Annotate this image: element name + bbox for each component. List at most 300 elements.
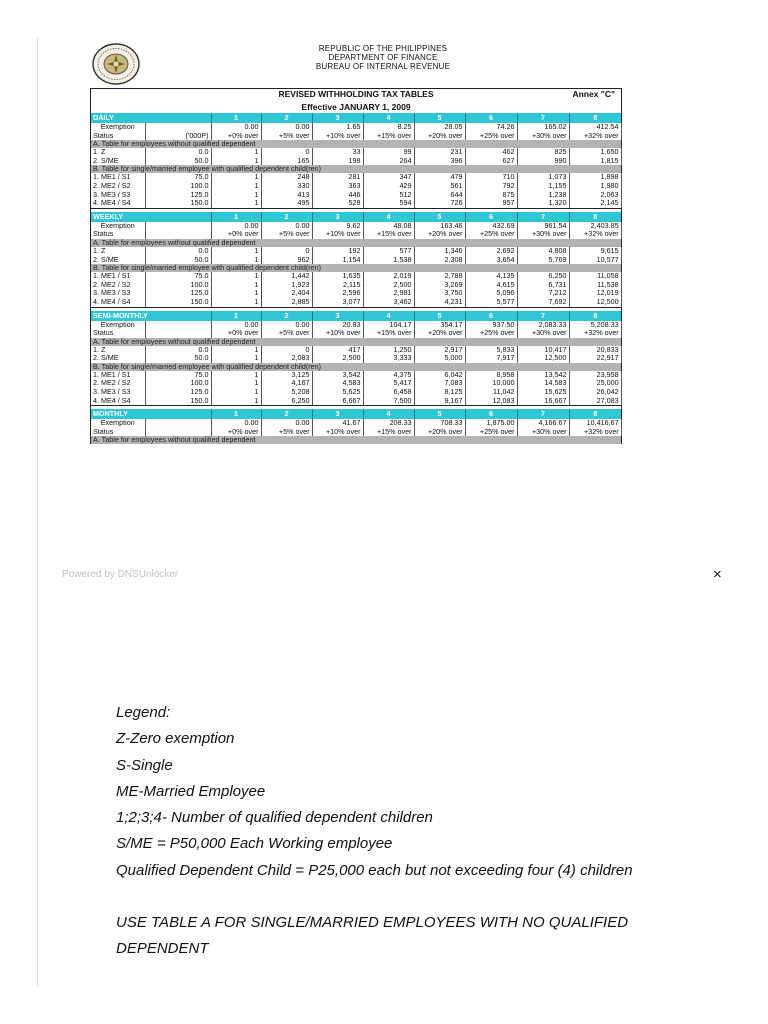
row-value: 0 bbox=[261, 247, 312, 256]
section-b-label: B. Table for single/married employee with qualified dependent child(ren) bbox=[91, 363, 621, 371]
period-tables bbox=[91, 113, 621, 444]
row-value: 1 bbox=[211, 346, 261, 355]
row-value: 1,650 bbox=[569, 148, 621, 157]
row-value: 4,231 bbox=[414, 298, 465, 307]
page-left-rule bbox=[37, 38, 38, 986]
row-value: 8,958 bbox=[465, 371, 517, 380]
status-value: +5% over bbox=[261, 132, 312, 141]
legend-line: ME-Married Employee bbox=[116, 782, 266, 800]
row-amount: 0.0 bbox=[145, 247, 211, 256]
section-b-header bbox=[91, 264, 621, 272]
bracket-number: 7 bbox=[517, 212, 569, 222]
row-value: 10,577 bbox=[569, 256, 621, 265]
status-value: +32% over bbox=[569, 428, 621, 437]
row-value: 990 bbox=[517, 157, 569, 166]
exemption-row bbox=[91, 222, 621, 231]
row-value: 26,042 bbox=[569, 388, 621, 397]
section-a-header bbox=[91, 436, 621, 444]
row-value: 6,667 bbox=[312, 397, 363, 406]
section-a-label: A. Table for employees without qualified dependent bbox=[91, 338, 621, 346]
exemption-value: 1,875.00 bbox=[465, 419, 517, 428]
row-value: 1,238 bbox=[517, 191, 569, 200]
row-amount: 50.0 bbox=[145, 354, 211, 363]
table-row bbox=[91, 354, 621, 363]
bracket-number: 5 bbox=[414, 311, 465, 321]
row-value: 99 bbox=[363, 148, 414, 157]
table-row bbox=[91, 256, 621, 265]
table-row bbox=[91, 272, 621, 281]
bracket-number: 7 bbox=[517, 409, 569, 419]
row-value: 2,917 bbox=[414, 346, 465, 355]
table-row bbox=[91, 191, 621, 200]
row-value: 347 bbox=[363, 173, 414, 182]
row-value: 2,063 bbox=[569, 191, 621, 200]
row-amount: 0.0 bbox=[145, 346, 211, 355]
row-label: 3. ME3 / S3 bbox=[91, 191, 145, 200]
bracket-number: 1 bbox=[211, 212, 261, 222]
row-value: 417 bbox=[312, 346, 363, 355]
legend-note-line: DEPENDENT bbox=[116, 940, 209, 958]
row-value: 2,308 bbox=[414, 256, 465, 265]
table-row bbox=[91, 388, 621, 397]
exemption-value: 28.05 bbox=[414, 123, 465, 132]
row-label: 2. S/ME bbox=[91, 256, 145, 265]
row-value: 528 bbox=[312, 199, 363, 208]
status-label: Status bbox=[91, 428, 145, 437]
table-row bbox=[91, 148, 621, 157]
bracket-number: 3 bbox=[312, 212, 363, 222]
exemption-label: Exemption bbox=[91, 419, 145, 428]
row-value: 495 bbox=[261, 199, 312, 208]
row-value: 1,250 bbox=[363, 346, 414, 355]
status-value: +15% over bbox=[363, 230, 414, 239]
legend-line: Legend: bbox=[116, 704, 171, 721]
row-value: 7,692 bbox=[517, 298, 569, 307]
status-value: +10% over bbox=[312, 329, 363, 338]
period-table bbox=[91, 208, 622, 307]
status-value: +10% over bbox=[312, 132, 363, 141]
status-label: Status bbox=[91, 132, 145, 141]
row-value: 4,167 bbox=[261, 379, 312, 388]
table-row bbox=[91, 379, 621, 388]
row-value: 627 bbox=[465, 157, 517, 166]
status-value: +5% over bbox=[261, 329, 312, 338]
row-value: 1,073 bbox=[517, 173, 569, 182]
row-value: 11,042 bbox=[465, 388, 517, 397]
row-value: 3,750 bbox=[414, 289, 465, 298]
row-value: 446 bbox=[312, 191, 363, 200]
row-value: 2,115 bbox=[312, 281, 363, 290]
row-value: 25,000 bbox=[569, 379, 621, 388]
exemption-label: Exemption bbox=[91, 123, 145, 132]
section-b-header bbox=[91, 165, 621, 173]
exemption-value: 10,416.67 bbox=[569, 419, 621, 428]
exemption-value: 2,083.33 bbox=[517, 321, 569, 330]
close-icon[interactable]: × bbox=[713, 566, 722, 583]
status-value: +5% over bbox=[261, 428, 312, 437]
row-value: 9,615 bbox=[569, 247, 621, 256]
row-value: 15,625 bbox=[517, 388, 569, 397]
row-value: 7,083 bbox=[414, 379, 465, 388]
legend-line: Qualified Dependent Child = P25,000 each but not exceeding four (4) children bbox=[116, 861, 633, 879]
table-row bbox=[91, 346, 621, 355]
legend-section bbox=[116, 700, 716, 963]
row-value: 5,769 bbox=[517, 256, 569, 265]
row-value: 1 bbox=[211, 157, 261, 166]
row-value: 792 bbox=[465, 182, 517, 191]
row-value: 1 bbox=[211, 298, 261, 307]
table-row bbox=[91, 298, 621, 307]
bracket-number: 7 bbox=[517, 311, 569, 321]
row-value: 1,442 bbox=[261, 272, 312, 281]
status-unit bbox=[145, 329, 211, 338]
row-amount: 0.0 bbox=[145, 148, 211, 157]
bracket-number: 3 bbox=[312, 311, 363, 321]
tax-table-document-image bbox=[88, 38, 622, 565]
table-row bbox=[91, 182, 621, 191]
status-row bbox=[91, 329, 621, 338]
row-value: 5,000 bbox=[414, 354, 465, 363]
bracket-number: 6 bbox=[465, 409, 517, 419]
row-label: 4. ME4 / S4 bbox=[91, 199, 145, 208]
row-amount: 75.0 bbox=[145, 371, 211, 380]
table-row bbox=[91, 281, 621, 290]
row-value: 10,000 bbox=[465, 379, 517, 388]
bracket-number: 6 bbox=[465, 212, 517, 222]
status-row bbox=[91, 132, 621, 141]
bracket-number: 3 bbox=[312, 113, 363, 123]
exemption-value: 20.83 bbox=[312, 321, 363, 330]
row-value: 577 bbox=[363, 247, 414, 256]
row-amount: 125.0 bbox=[145, 289, 211, 298]
row-label: 2. ME2 / S2 bbox=[91, 182, 145, 191]
bracket-number: 3 bbox=[312, 409, 363, 419]
row-value: 7,500 bbox=[363, 397, 414, 406]
exemption-value: 0.00 bbox=[261, 321, 312, 330]
row-value: 875 bbox=[465, 191, 517, 200]
legend-lines bbox=[116, 700, 716, 884]
legend-line: Z-Zero exemption bbox=[116, 730, 235, 748]
row-value: 198 bbox=[312, 157, 363, 166]
row-value: 1 bbox=[211, 281, 261, 290]
row-value: 3,269 bbox=[414, 281, 465, 290]
bracket-number: 4 bbox=[363, 212, 414, 222]
legend-gap bbox=[116, 884, 716, 910]
status-value: +10% over bbox=[312, 230, 363, 239]
exemption-value: 74.26 bbox=[465, 123, 517, 132]
exemption-value: 104.17 bbox=[363, 321, 414, 330]
row-value: 962 bbox=[261, 256, 312, 265]
row-value: 2,981 bbox=[363, 289, 414, 298]
bracket-number: 5 bbox=[414, 113, 465, 123]
status-value: +0% over bbox=[211, 329, 261, 338]
row-value: 12,019 bbox=[569, 289, 621, 298]
legend-line: S/ME = P50,000 Each Working employee bbox=[116, 835, 393, 853]
exemption-value: 208.33 bbox=[363, 419, 414, 428]
row-value: 8,125 bbox=[414, 388, 465, 397]
table-row bbox=[91, 199, 621, 208]
row-value: 4,375 bbox=[363, 371, 414, 380]
row-value: 2,404 bbox=[261, 289, 312, 298]
row-value: 1 bbox=[211, 173, 261, 182]
row-value: 23,958 bbox=[569, 371, 621, 380]
exemption-label: Exemption bbox=[91, 222, 145, 231]
bracket-number: 8 bbox=[569, 409, 621, 419]
row-amount: 100.0 bbox=[145, 379, 211, 388]
section-b-label: B. Table for single/married employee with qualified dependent child(ren) bbox=[91, 264, 621, 272]
row-label: 3. ME3 / S3 bbox=[91, 289, 145, 298]
exemption-value: 4,166.67 bbox=[517, 419, 569, 428]
row-value: 2,500 bbox=[312, 354, 363, 363]
row-value: 2,788 bbox=[414, 272, 465, 281]
row-label: 2. S/ME bbox=[91, 354, 145, 363]
row-value: 0 bbox=[261, 346, 312, 355]
exemption-value: 0.00 bbox=[211, 321, 261, 330]
period-header-row bbox=[91, 212, 621, 222]
row-value: 561 bbox=[414, 182, 465, 191]
row-amount: 75.0 bbox=[145, 173, 211, 182]
row-amount: 75.0 bbox=[145, 272, 211, 281]
section-a-label: A. Table for employees without qualified dependent bbox=[91, 239, 621, 247]
row-value: 1,346 bbox=[414, 247, 465, 256]
annex-label: Annex "C" bbox=[572, 89, 615, 99]
exemption-value: 961.54 bbox=[517, 222, 569, 231]
row-value: 11,538 bbox=[569, 281, 621, 290]
row-value: 12,083 bbox=[465, 397, 517, 406]
tax-table-title-row bbox=[91, 89, 621, 102]
row-value: 248 bbox=[261, 173, 312, 182]
row-label: 1. Z bbox=[91, 346, 145, 355]
row-label: 1. Z bbox=[91, 148, 145, 157]
status-row bbox=[91, 230, 621, 239]
row-value: 3,654 bbox=[465, 256, 517, 265]
row-value: 10,417 bbox=[517, 346, 569, 355]
row-value: 33 bbox=[312, 148, 363, 157]
row-value: 4,583 bbox=[312, 379, 363, 388]
bracket-number: 4 bbox=[363, 409, 414, 419]
row-value: 20,833 bbox=[569, 346, 621, 355]
period-name: DAILY bbox=[91, 113, 211, 123]
row-value: 4,615 bbox=[465, 281, 517, 290]
status-value: +10% over bbox=[312, 428, 363, 437]
bracket-number: 7 bbox=[517, 113, 569, 123]
table-row bbox=[91, 289, 621, 298]
status-value: +25% over bbox=[465, 132, 517, 141]
row-value: 1 bbox=[211, 247, 261, 256]
bracket-number: 5 bbox=[414, 409, 465, 419]
row-value: 1 bbox=[211, 371, 261, 380]
bracket-number: 1 bbox=[211, 113, 261, 123]
bracket-number: 5 bbox=[414, 212, 465, 222]
withholding-tax-tables bbox=[90, 88, 622, 444]
row-value: 1 bbox=[211, 199, 261, 208]
status-value: +20% over bbox=[414, 329, 465, 338]
row-value: 413 bbox=[261, 191, 312, 200]
row-value: 1,923 bbox=[261, 281, 312, 290]
row-value: 5,208 bbox=[261, 388, 312, 397]
row-value: 264 bbox=[363, 157, 414, 166]
row-value: 1 bbox=[211, 148, 261, 157]
row-value: 1 bbox=[211, 182, 261, 191]
row-value: 396 bbox=[414, 157, 465, 166]
row-value: 3,333 bbox=[363, 354, 414, 363]
table-row bbox=[91, 371, 621, 380]
row-label: 1. ME1 / S1 bbox=[91, 173, 145, 182]
row-value: 1 bbox=[211, 191, 261, 200]
row-value: 4,808 bbox=[517, 247, 569, 256]
exemption-value: 165.02 bbox=[517, 123, 569, 132]
exemption-value: 1.65 bbox=[312, 123, 363, 132]
row-label: 1. Z bbox=[91, 247, 145, 256]
row-value: 192 bbox=[312, 247, 363, 256]
row-value: 1 bbox=[211, 354, 261, 363]
period-table bbox=[91, 307, 622, 406]
legend-note bbox=[116, 910, 716, 963]
row-value: 6,250 bbox=[517, 272, 569, 281]
status-unit bbox=[145, 230, 211, 239]
status-value: +20% over bbox=[414, 428, 465, 437]
row-value: 1,320 bbox=[517, 199, 569, 208]
section-b-header bbox=[91, 363, 621, 371]
exemption-value: 937.50 bbox=[465, 321, 517, 330]
status-value: +30% over bbox=[517, 132, 569, 141]
doc-header-line-3: BUREAU OF INTERNAL REVENUE bbox=[315, 62, 451, 71]
row-value: 6,250 bbox=[261, 397, 312, 406]
status-value: +0% over bbox=[211, 132, 261, 141]
row-value: 1 bbox=[211, 256, 261, 265]
row-value: 6,731 bbox=[517, 281, 569, 290]
bracket-number: 2 bbox=[261, 409, 312, 419]
status-value: +0% over bbox=[211, 230, 261, 239]
legend-line: 1;2;3;4- Number of qualified dependent children bbox=[116, 809, 433, 827]
row-label: 1. ME1 / S1 bbox=[91, 272, 145, 281]
row-label: 2. ME2 / S2 bbox=[91, 379, 145, 388]
status-unit bbox=[145, 428, 211, 437]
exemption-row bbox=[91, 123, 621, 132]
row-value: 2,885 bbox=[261, 298, 312, 307]
period-header-row bbox=[91, 409, 621, 419]
row-value: 6,458 bbox=[363, 388, 414, 397]
bracket-number: 2 bbox=[261, 311, 312, 321]
row-amount: 100.0 bbox=[145, 281, 211, 290]
table-row bbox=[91, 157, 621, 166]
row-value: 22,917 bbox=[569, 354, 621, 363]
exemption-value: 354.17 bbox=[414, 321, 465, 330]
status-unit: ('000P) bbox=[145, 132, 211, 141]
status-value: +30% over bbox=[517, 329, 569, 338]
status-value: +15% over bbox=[363, 329, 414, 338]
bracket-number: 2 bbox=[261, 113, 312, 123]
row-value: 1,898 bbox=[569, 173, 621, 182]
row-value: 2,145 bbox=[569, 199, 621, 208]
status-value: +20% over bbox=[414, 230, 465, 239]
bracket-number: 2 bbox=[261, 212, 312, 222]
status-label: Status bbox=[91, 230, 145, 239]
period-name: WEEKLY bbox=[91, 212, 211, 222]
row-value: 16,667 bbox=[517, 397, 569, 406]
row-value: 3,542 bbox=[312, 371, 363, 380]
row-value: 2,500 bbox=[363, 281, 414, 290]
row-value: 1,155 bbox=[517, 182, 569, 191]
table-row bbox=[91, 397, 621, 406]
row-value: 11,058 bbox=[569, 272, 621, 281]
row-amount: 150.0 bbox=[145, 397, 211, 406]
exemption-value: 0.00 bbox=[261, 419, 312, 428]
row-value: 12,500 bbox=[569, 298, 621, 307]
row-value: 9,167 bbox=[414, 397, 465, 406]
period-table bbox=[91, 113, 622, 208]
row-value: 957 bbox=[465, 199, 517, 208]
doc-header-line-2: DEPARTMENT OF FINANCE bbox=[328, 53, 438, 62]
status-value: +32% over bbox=[569, 329, 621, 338]
row-value: 2,692 bbox=[465, 247, 517, 256]
section-a-header bbox=[91, 239, 621, 247]
table-row bbox=[91, 173, 621, 182]
row-value: 1 bbox=[211, 379, 261, 388]
row-value: 462 bbox=[465, 148, 517, 157]
bracket-number: 1 bbox=[211, 311, 261, 321]
section-a-header bbox=[91, 140, 621, 148]
row-value: 1,980 bbox=[569, 182, 621, 191]
bracket-number: 1 bbox=[211, 409, 261, 419]
bracket-number: 8 bbox=[569, 311, 621, 321]
exemption-value: 0.00 bbox=[211, 419, 261, 428]
status-value: +5% over bbox=[261, 230, 312, 239]
row-value: 1,154 bbox=[312, 256, 363, 265]
row-value: 5,417 bbox=[363, 379, 414, 388]
row-amount: 50.0 bbox=[145, 157, 211, 166]
row-value: 512 bbox=[363, 191, 414, 200]
exemption-value: 48.08 bbox=[363, 222, 414, 231]
bracket-number: 6 bbox=[465, 311, 517, 321]
row-value: 14,583 bbox=[517, 379, 569, 388]
row-value: 165 bbox=[261, 157, 312, 166]
exemption-value: 0.00 bbox=[261, 123, 312, 132]
bracket-number: 4 bbox=[363, 311, 414, 321]
row-value: 2,596 bbox=[312, 289, 363, 298]
exemption-label: Exemption bbox=[91, 321, 145, 330]
row-amount: 150.0 bbox=[145, 298, 211, 307]
bracket-number: 6 bbox=[465, 113, 517, 123]
row-value: 1 bbox=[211, 289, 261, 298]
row-value: 2,019 bbox=[363, 272, 414, 281]
section-a-header bbox=[91, 338, 621, 346]
row-label: 2. S/ME bbox=[91, 157, 145, 166]
status-label: Status bbox=[91, 329, 145, 338]
row-value: 1,635 bbox=[312, 272, 363, 281]
row-value: 3,462 bbox=[363, 298, 414, 307]
row-value: 7,917 bbox=[465, 354, 517, 363]
row-value: 363 bbox=[312, 182, 363, 191]
exemption-value: 5,208.33 bbox=[569, 321, 621, 330]
row-value: 726 bbox=[414, 199, 465, 208]
row-value: 1 bbox=[211, 388, 261, 397]
bracket-number: 8 bbox=[569, 212, 621, 222]
row-amount: 125.0 bbox=[145, 388, 211, 397]
exemption-row bbox=[91, 419, 621, 428]
row-value: 12,500 bbox=[517, 354, 569, 363]
row-value: 27,083 bbox=[569, 397, 621, 406]
exemption-value: 9.62 bbox=[312, 222, 363, 231]
status-value: +0% over bbox=[211, 428, 261, 437]
status-value: +32% over bbox=[569, 132, 621, 141]
exemption-value: 163.46 bbox=[414, 222, 465, 231]
row-value: 5,625 bbox=[312, 388, 363, 397]
row-label: 4. ME4 / S4 bbox=[91, 397, 145, 406]
section-a-label: A. Table for employees without qualified dependent bbox=[91, 436, 621, 444]
row-amount: 125.0 bbox=[145, 191, 211, 200]
status-value: +30% over bbox=[517, 428, 569, 437]
